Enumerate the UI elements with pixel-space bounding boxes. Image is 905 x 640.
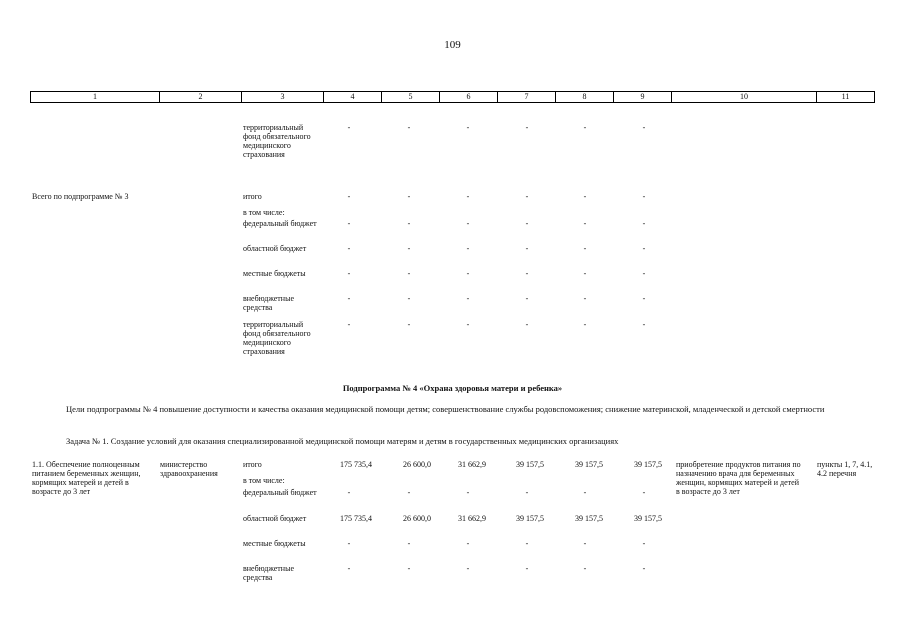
measure-value: - — [583, 564, 587, 573]
subtotal3-value: - — [525, 219, 529, 228]
subtotal3-value: - — [642, 244, 646, 253]
subtotal3-value: - — [642, 219, 646, 228]
header-col-7: 7 — [497, 92, 555, 102]
subtotal3-value: - — [583, 320, 587, 329]
measure-source: федеральный бюджет — [243, 488, 317, 497]
subtotal3-label: Всего по подпрограмме № 3 — [32, 192, 129, 201]
subtotal3-value: - — [347, 219, 351, 228]
header-col-2: 2 — [159, 92, 241, 102]
subtotal3-value: - — [347, 294, 351, 303]
subtotal3-value: - — [583, 244, 587, 253]
subtotal3-value: - — [583, 269, 587, 278]
subtotal3-value: - — [407, 320, 411, 329]
header-col-10: 10 — [671, 92, 816, 102]
header-col-11: 11 — [816, 92, 874, 102]
subtotal3-value: - — [583, 192, 587, 201]
subprogram4-task: Задача № 1. Создание условий для оказания специализированной медицинской помощи матерям и детям в государственных медицинских организациях — [66, 436, 619, 446]
subtotal3-value: - — [347, 269, 351, 278]
subtotal3-value: - — [466, 294, 470, 303]
measure-source: местные бюджеты — [243, 539, 306, 548]
subtotal3-value: - — [407, 269, 411, 278]
measure-value: 31 662,9 — [458, 460, 486, 469]
subtotal3-value: - — [347, 244, 351, 253]
measure-value: - — [642, 564, 646, 573]
subtotal3-source: областной бюджет — [243, 244, 307, 253]
subtotal3-value: - — [407, 219, 411, 228]
measure-value: - — [347, 539, 351, 548]
header-col-1: 1 — [93, 92, 97, 101]
header-col-4: 4 — [323, 92, 381, 102]
measure-value: 39 157,5 — [634, 460, 662, 469]
subtotal3-value: - — [642, 192, 646, 201]
subtotal3-value: - — [466, 192, 470, 201]
measure-value: 39 157,5 — [516, 460, 544, 469]
measure-value: - — [407, 564, 411, 573]
subtotal3-source: в том числе: — [243, 208, 285, 217]
header-col-6: 6 — [439, 92, 497, 102]
block1-dash: - — [642, 123, 646, 132]
subtotal3-value: - — [407, 192, 411, 201]
measure-name: 1.1. Обеспечение полноценным питанием беременных женщин, кормящих матерей и детей в возрасте до 3 лет — [32, 460, 141, 496]
subtotal3-value: - — [525, 192, 529, 201]
subtotal3-value: - — [642, 320, 646, 329]
header-col-8: 8 — [555, 92, 613, 102]
block1-dash: - — [583, 123, 587, 132]
block1-dash: - — [525, 123, 529, 132]
measure-value: 26 600,0 — [403, 514, 431, 523]
measure-reference: пункты 1, 7, 4.1, 4.2 перечня — [817, 460, 873, 478]
measure-result: приобретение продуктов питания по назначению врача для беременных женщин, кормящих матерей и детей в возрасте до 3 лет — [676, 460, 801, 496]
measure-value: 39 157,5 — [634, 514, 662, 523]
measure-executor: министерство здравоохранения — [160, 460, 218, 478]
measure-value: - — [466, 564, 470, 573]
measure-value: 175 735,4 — [340, 514, 372, 523]
subtotal3-source: территориальный фонд обязательного медицинского страхования — [243, 320, 311, 356]
subtotal3-value: - — [642, 269, 646, 278]
measure-value: - — [466, 488, 470, 497]
subtotal3-source: внебюджетные средства — [243, 294, 294, 312]
block1-dash: - — [347, 123, 351, 132]
measure-source: итого — [243, 460, 262, 469]
subtotal3-value: - — [466, 219, 470, 228]
header-col-9: 9 — [613, 92, 671, 102]
subtotal3-value: - — [466, 244, 470, 253]
subtotal3-source: итого — [243, 192, 262, 201]
measure-value: - — [466, 539, 470, 548]
subtotal3-value: - — [466, 269, 470, 278]
subtotal3-value: - — [525, 294, 529, 303]
block1-source: территориальный фонд обязательного медицинского страхования — [243, 123, 311, 159]
measure-value: - — [642, 488, 646, 497]
subtotal3-source: местные бюджеты — [243, 269, 306, 278]
measure-value: 39 157,5 — [516, 514, 544, 523]
subtotal3-value: - — [466, 320, 470, 329]
page-number: 109 — [444, 39, 461, 51]
measure-source: внебюджетные средства — [243, 564, 294, 582]
measure-value: - — [347, 564, 351, 573]
measure-value: 31 662,9 — [458, 514, 486, 523]
subtotal3-value: - — [347, 320, 351, 329]
measure-value: - — [525, 539, 529, 548]
subprogram4-goals: Цели подпрограммы № 4 повышение доступности и качества оказания медицинской помощи детям; совершенствование службы родовспоможения; снижение материнской, младенческой и детской смертности — [66, 404, 825, 414]
block1-dash: - — [407, 123, 411, 132]
measure-value: - — [347, 488, 351, 497]
measure-value: 39 157,5 — [575, 514, 603, 523]
measure-value: - — [525, 488, 529, 497]
subtotal3-value: - — [583, 219, 587, 228]
measure-value: 175 735,4 — [340, 460, 372, 469]
measure-value: - — [583, 488, 587, 497]
subtotal3-value: - — [525, 320, 529, 329]
subtotal3-value: - — [525, 269, 529, 278]
measure-value: - — [583, 539, 587, 548]
measure-value: 39 157,5 — [575, 460, 603, 469]
subtotal3-value: - — [642, 294, 646, 303]
measure-value: - — [642, 539, 646, 548]
subtotal3-source: федеральный бюджет — [243, 219, 317, 228]
subtotal3-value: - — [525, 244, 529, 253]
measure-source: областной бюджет — [243, 514, 307, 523]
measure-value: 26 600,0 — [403, 460, 431, 469]
header-col-3: 3 — [241, 92, 323, 102]
measure-value: - — [407, 488, 411, 497]
subtotal3-value: - — [347, 192, 351, 201]
header-col-5: 5 — [381, 92, 439, 102]
block1-dash: - — [466, 123, 470, 132]
column-number-header — [30, 91, 875, 103]
subtotal3-value: - — [407, 244, 411, 253]
measure-value: - — [407, 539, 411, 548]
subtotal3-value: - — [583, 294, 587, 303]
subtotal3-value: - — [407, 294, 411, 303]
measure-source: в том числе: — [243, 476, 285, 485]
measure-value: - — [525, 564, 529, 573]
subprogram4-title: Подпрограмма № 4 «Охрана здоровья матери и ребенка» — [342, 383, 563, 393]
